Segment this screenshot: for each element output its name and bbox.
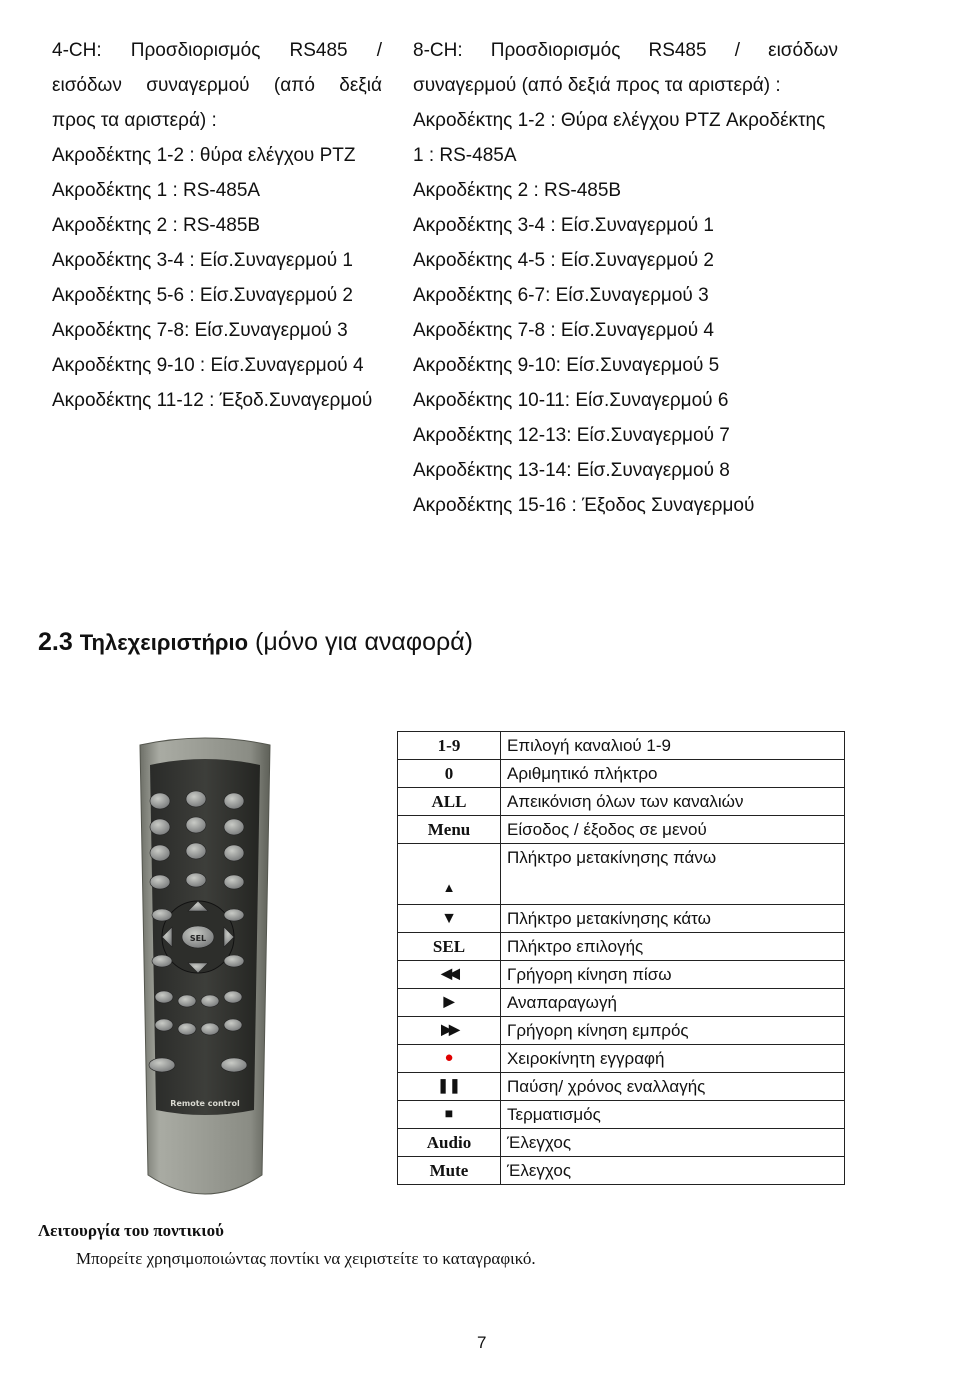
- text-line: 4-CH: Προσδιορισμός RS485 /: [52, 40, 382, 61]
- remote-brand-label: Remote control: [170, 1099, 240, 1108]
- key-description: Είσοδος / έξοδος σε μενού: [501, 816, 845, 844]
- table-row: [398, 905, 845, 933]
- table-row: [398, 1017, 845, 1045]
- page-number: 7: [477, 1333, 487, 1352]
- remote-control-image: [130, 735, 280, 1205]
- text-line: Ακροδέκτης 12-13: Είσ.Συναγερμού 7: [413, 425, 730, 446]
- key-description: Έλεγχος: [501, 1157, 845, 1185]
- table-row: [398, 989, 845, 1017]
- key-description: Πλήκτρο μετακίνησης πάνω: [501, 844, 845, 905]
- key-description: Γρήγορη κίνηση εμπρός: [501, 1017, 845, 1045]
- key-symbol: SEL: [398, 933, 501, 961]
- text-line: Ακροδέκτης 3-4 : Είσ.Συναγερμού 1: [52, 250, 353, 271]
- text-line: Ακροδέκτης 2 : RS-485B: [413, 180, 622, 201]
- table-row: [398, 961, 845, 989]
- text-line: 8-CH: Προσδιορισμός RS485 / εισόδων: [413, 40, 838, 61]
- record-icon: ●: [398, 1045, 501, 1073]
- key-description: Παύση/ χρόνος εναλλαγής: [501, 1073, 845, 1101]
- text-line: Ακροδέκτης 5-6 : Είσ.Συναγερμού 2: [52, 285, 353, 306]
- left-column: [52, 33, 382, 418]
- right-column: [413, 33, 838, 523]
- section-number: 2.3: [38, 628, 73, 656]
- key-symbol: ALL: [398, 788, 501, 816]
- key-description: Πλήκτρο μετακίνησης κάτω: [501, 905, 845, 933]
- text-line: Ακροδέκτης 4-5 : Είσ.Συναγερμού 2: [413, 250, 714, 271]
- remote-control-illustration: [130, 735, 280, 1205]
- text-line: Ακροδέκτης 6-7: Είσ.Συναγερμού 3: [413, 285, 709, 306]
- table-row: [398, 760, 845, 788]
- stop-icon: ■: [398, 1101, 501, 1129]
- key-symbol: Mute: [398, 1157, 501, 1185]
- play-icon: ▶: [398, 989, 501, 1017]
- key-description: Πλήκτρο επιλογής: [501, 933, 845, 961]
- table-row: [398, 933, 845, 961]
- mouse-section-text: Μπορείτε χρησιμοποιώντας ποντίκι να χειριστείτε το καταγραφικό.: [76, 1249, 536, 1268]
- remote-sel-label: SEL: [189, 934, 207, 943]
- pause-icon: ❚❚: [398, 1073, 501, 1101]
- text-line: Ακροδέκτης 1 : RS-485A: [52, 180, 261, 201]
- text-line: Ακροδέκτης 2 : RS-485B: [52, 215, 261, 236]
- key-description: Γρήγορη κίνηση πίσω: [501, 961, 845, 989]
- text-line: Ακροδέκτης 9-10 : Είσ.Συναγερμού 4: [52, 355, 364, 376]
- text-line: Ακροδέκτης 1-2 : θύρα ελέγχου PTZ: [52, 145, 356, 166]
- text-line: 1 : RS-485A: [413, 145, 517, 166]
- section-heading: [38, 628, 473, 657]
- key-description: Έλεγχος: [501, 1129, 845, 1157]
- text-line: Ακροδέκτης 7-8: Είσ.Συναγερμού 3: [52, 320, 348, 341]
- key-description: Χειροκίνητη εγγραφή: [501, 1045, 845, 1073]
- mouse-section-title: Λειτουργία του ποντικιού: [38, 1221, 224, 1240]
- section-title-bold: Τηλεχειριστήριο: [79, 630, 249, 655]
- text-line: Ακροδέκτης 11-12 : Έξοδ.Συναγερμού: [52, 390, 373, 411]
- key-description: Απεικόνιση όλων των καναλιών: [501, 788, 845, 816]
- table-row: [398, 1073, 845, 1101]
- text-line: προς τα αριστερά) :: [52, 110, 217, 131]
- remote-keys-table: [397, 731, 845, 1185]
- table-row: [398, 816, 845, 844]
- table-row: [398, 1157, 845, 1185]
- fast-forward-icon: ▶▶: [398, 1017, 501, 1045]
- key-description: Τερματισμός: [501, 1101, 845, 1129]
- table-row: [398, 732, 845, 760]
- key-symbol: Audio: [398, 1129, 501, 1157]
- rewind-icon: ◀◀: [398, 961, 501, 989]
- key-description: Επιλογή καναλιού 1-9: [501, 732, 845, 760]
- section-title-rest: (μόνο για αναφορά): [255, 628, 473, 656]
- text-line: Ακροδέκτης 15-16 : Έξοδος Συναγερμού: [413, 495, 755, 516]
- text-line: Ακροδέκτης 3-4 : Είσ.Συναγερμού 1: [413, 215, 714, 236]
- text-line: Ακροδέκτης 1-2 : Θύρα ελέγχου PTZ Ακροδέκτης: [413, 110, 826, 131]
- table-row: [398, 788, 845, 816]
- table-row: [398, 1045, 845, 1073]
- key-symbol: 1-9: [398, 732, 501, 760]
- key-description: Αναπαραγωγή: [501, 989, 845, 1017]
- key-description: Αριθμητικό πλήκτρο: [501, 760, 845, 788]
- table-row: [398, 844, 845, 905]
- key-symbol: 0: [398, 760, 501, 788]
- key-symbol: Menu: [398, 816, 501, 844]
- down-arrow-icon: ▼: [398, 905, 501, 933]
- text-line: εισόδων συναγερμού (από δεξιά: [52, 75, 382, 96]
- text-line: συναγερμού (από δεξιά προς τα αριστερά) :: [413, 75, 781, 96]
- up-arrow-icon: ▲: [398, 844, 501, 905]
- text-line: Ακροδέκτης 7-8 : Είσ.Συναγερμού 4: [413, 320, 714, 341]
- text-line: Ακροδέκτης 9-10: Είσ.Συναγερμού 5: [413, 355, 720, 376]
- text-line: Ακροδέκτης 10-11: Είσ.Συναγερμού 6: [413, 390, 729, 411]
- table-row: [398, 1101, 845, 1129]
- table-row: [398, 1129, 845, 1157]
- text-line: Ακροδέκτης 13-14: Είσ.Συναγερμού 8: [413, 460, 730, 481]
